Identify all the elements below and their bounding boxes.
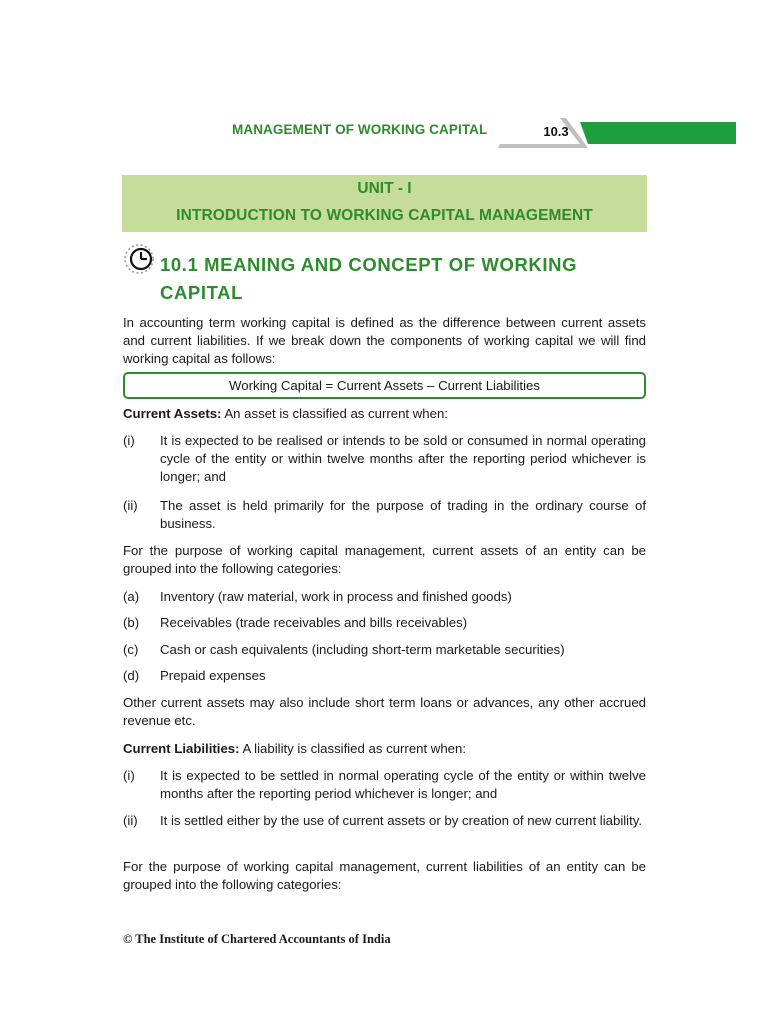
section-heading: 10.1 MEANING AND CONCEPT OF WORKING CAPITAL — [160, 254, 578, 303]
list-item-text: Receivables (trade receivables and bills receivables) — [160, 615, 468, 630]
list-item-text: It is expected to be settled in normal operating cycle of the entity or within twelve months after the reporting period whichever is longer; and — [160, 768, 646, 801]
page-number: 10.3 — [543, 124, 569, 139]
list-item-text: Prepaid expenses — [160, 668, 266, 683]
list-marker: (d) — [123, 668, 140, 683]
list-item — [123, 667, 646, 685]
list-item — [123, 641, 646, 659]
intro-paragraph: In accounting term working capital is defined as the difference between current assets and current liabilities. If we break down the components of working capital we will find working capital as follows: — [123, 315, 646, 366]
unit-label: UNIT - I — [357, 180, 412, 197]
footer-copyright: © The Institute of Chartered Accountants of India — [123, 932, 391, 946]
list-item — [123, 614, 646, 632]
list-item-text: It is settled either by the use of current assets or by creation of new current liability. — [160, 813, 643, 828]
unit-banner — [122, 175, 647, 232]
list-item-text: The asset is held primarily for the purpose of trading in the ordinary course of business. — [160, 498, 646, 531]
unit-title: INTRODUCTION TO WORKING CAPITAL MANAGEMENT — [176, 207, 593, 224]
list-item — [123, 812, 646, 830]
list-item-text: Cash or cash equivalents (including short-term marketable securities) — [160, 642, 565, 657]
running-header-title: MANAGEMENT OF WORKING CAPITAL — [232, 122, 488, 137]
header-band — [488, 118, 736, 148]
list-marker: (a) — [123, 589, 140, 604]
current-liabilities-text: A liability is classified as current when: — [242, 741, 467, 756]
list-marker: (i) — [123, 768, 135, 783]
list-item-text: It is expected to be realised or intends to be sold or consumed in normal operating cycle of the entity or within twelve months after the reporting period whichever is longer; and — [160, 433, 646, 484]
list-item — [123, 432, 646, 486]
current-liabilities-definition — [123, 740, 646, 758]
list-marker: (c) — [123, 642, 139, 657]
formula-box: Working Capital = Current Assets – Current Liabilities — [123, 372, 646, 399]
clock-icon — [121, 241, 157, 277]
current-assets-text: An asset is classified as current when: — [224, 406, 448, 421]
current-assets-definition — [123, 405, 646, 423]
list-marker: (ii) — [123, 813, 138, 828]
other-assets-paragraph: Other current assets may also include short term loans or advances, any other accrued revenue etc. — [123, 695, 646, 728]
list-marker: (b) — [123, 615, 140, 630]
list-item — [123, 767, 646, 803]
current-liabilities-term: Current Liabilities: — [123, 741, 240, 756]
list-marker: (i) — [123, 433, 135, 448]
list-item — [123, 588, 646, 606]
list-item — [123, 497, 646, 533]
list-item-text: Inventory (raw material, work in process and finished goods) — [160, 589, 512, 604]
list-marker: (ii) — [123, 498, 138, 513]
current-assets-term: Current Assets: — [123, 406, 222, 421]
assets-grouping-intro: For the purpose of working capital management, current assets of an entity can be grouped into the following categories: — [123, 543, 646, 576]
liabilities-grouping-intro: For the purpose of working capital management, current liabilities of an entity can be grouped into the following categories: — [123, 859, 646, 892]
